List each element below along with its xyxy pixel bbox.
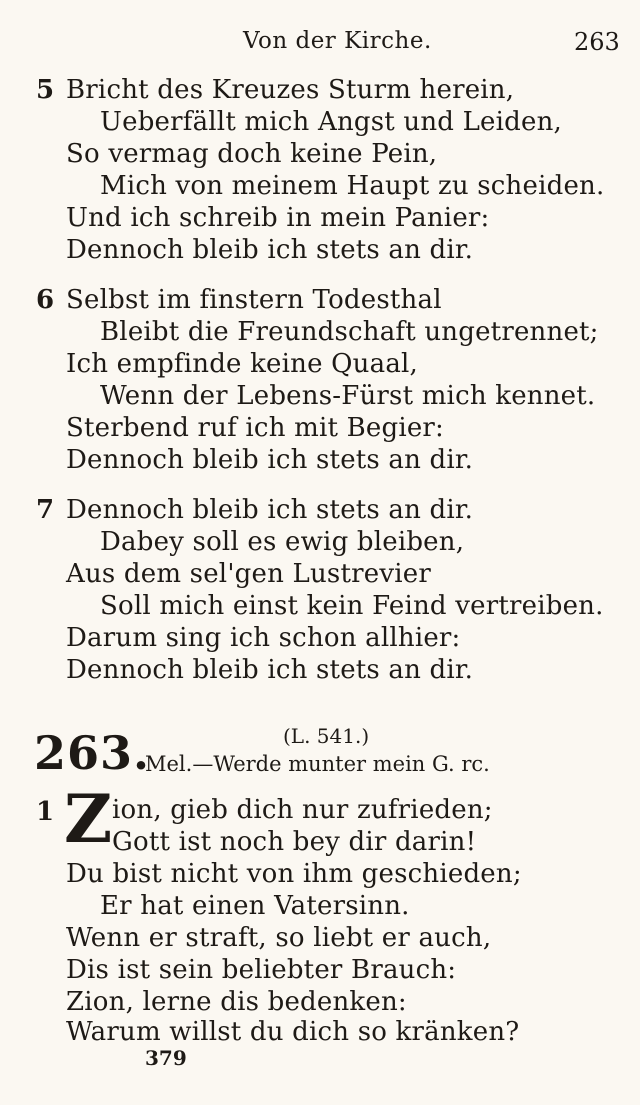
verse-line: Bricht des Kreuzes Sturm herein, — [66, 75, 515, 105]
verse-line: Dennoch bleib ich stets an dir. — [66, 655, 474, 685]
verse-line: Dis ist sein beliebter Brauch: — [66, 955, 457, 985]
verse-line: Wenn er straft, so liebt er auch, — [66, 923, 492, 953]
verse-line: Wenn der Lebens-Fürst mich kennet. — [100, 381, 596, 411]
hymn-number: 263. — [34, 726, 151, 780]
verse-line: So vermag doch keine Pein, — [66, 139, 438, 169]
verse-line: ion, gieb dich nur zufrieden; — [112, 795, 493, 825]
stanza-number: 7 — [36, 495, 55, 525]
verse-line: Gott ist noch bey dir darin! — [112, 827, 477, 857]
verse-line: Dabey soll es ewig bleiben, — [100, 527, 465, 557]
verse-line: Er hat einen Vatersinn. — [100, 891, 410, 921]
verse-line: Ich empfinde keine Quaal, — [66, 349, 419, 379]
verse-line: Du bist nicht von ihm geschieden; — [66, 859, 522, 889]
verse-line: Dennoch bleib ich stets an dir. — [66, 235, 474, 265]
verse-line: Sterbend ruf ich mit Begier: — [66, 413, 445, 443]
stanza-number: 5 — [36, 75, 55, 105]
verse-line: Warum willst du dich so kränken? — [66, 1017, 520, 1047]
verse-line: Zion, lerne dis bedenken: — [66, 987, 407, 1017]
verse-line: Dennoch bleib ich stets an dir. — [66, 445, 474, 475]
verse-line: Selbst im finstern Todesthal — [66, 285, 442, 315]
header-page-number: 263 — [574, 28, 620, 56]
drop-cap: Z — [64, 780, 113, 858]
melody-line: Mel.—Werde munter mein G. rc. — [145, 752, 490, 776]
verse-line: Darum sing ich schon allhier: — [66, 623, 461, 653]
stanza-number: 1 — [36, 797, 55, 827]
stanza-number: 6 — [36, 285, 55, 315]
printer-signature: 379 — [145, 1046, 187, 1070]
verse-line: Dennoch bleib ich stets an dir. — [66, 495, 474, 525]
header-title: Von der Kirche. — [243, 28, 432, 54]
verse-line: Bleibt die Freundschaft ungetrennet; — [100, 317, 599, 347]
verse-line: Mich von meinem Haupt zu scheiden. — [100, 171, 605, 201]
hymn-reference: (L. 541.) — [283, 724, 370, 748]
verse-line: Ueberfällt mich Angst und Leiden, — [100, 107, 562, 137]
verse-line: Und ich schreib in mein Panier: — [66, 203, 490, 233]
verse-line: Aus dem sel'gen Lustrevier — [66, 559, 431, 589]
verse-line: Soll mich einst kein Feind vertreiben. — [100, 591, 604, 621]
